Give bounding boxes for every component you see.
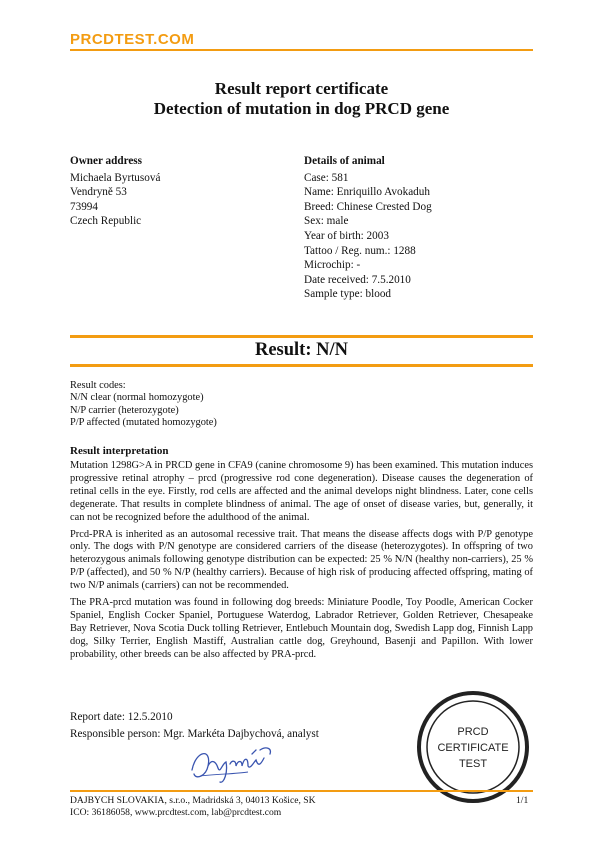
codes-heading: Result codes: — [70, 380, 126, 391]
responsible-person: Responsible person: Mgr. Markéta Dajbychová, analyst — [70, 728, 319, 740]
footer-contact: ICO: 36186058, www.prcdtest.com, lab@prcdtest.com — [70, 807, 282, 818]
result-codes — [70, 380, 370, 430]
result-interpretation — [70, 445, 533, 666]
header-divider — [70, 49, 533, 51]
result-value: Result: N/N — [254, 340, 348, 360]
interpretation-paragraph: Prcd-PRA is inherited as an autosomal recessive trait. That means the disease affects dogs with P/P genotype only. The dogs with P/N genotype are considered carriers of the disease (heterozygotes). In offspring of two heterozygous animals following genotype distribution can be expected: 25 % N/N (healthy non-carriers), 25 % P/P (affected), and 50 % N/P (healthy carriers). Because of high risk of producing affected offspring, mating of two N/P animals (carriers) can not be recommended. — [70, 528, 533, 592]
page-number: 1/1 — [516, 795, 529, 806]
certificate-stamp — [416, 690, 530, 804]
report-date: Report date: 12.5.2010 — [70, 711, 173, 723]
animal-tattoo: Tattoo / Reg. num.: 1288 — [304, 244, 416, 257]
animal-heading: Details of animal — [304, 155, 385, 167]
animal-breed: Breed: Chinese Crested Dog — [304, 200, 432, 213]
owner-street: Vendryně 53 — [70, 186, 127, 199]
certificate-subtitle: Detection of mutation in dog PRCD gene — [153, 99, 450, 118]
result-top-rule — [70, 335, 533, 338]
brand-logo: PRCDTEST.COM — [70, 31, 195, 48]
animal-case: Case: 581 — [304, 171, 349, 184]
interpretation-paragraph: Mutation 1298G>A in PRCD gene in CFA9 (canine chromosome 9) has been examined. This mutation induces progressive retinal atrophy – prcd (progressive rod cone degeneration). Disease causes the degeneration of retinal cells in the eye. Firstly, rod cells are affected and the animal develops night blindness. Later, cone cells degenerate. That results in complete blindness of animal. The age of onset of disease varies, but, generally, it can not be recognized before the adulthood of the animal. — [70, 460, 533, 523]
interpretation-heading: Result interpretation — [70, 445, 169, 457]
animal-birth-year: Year of birth: 2003 — [304, 229, 389, 242]
owner-heading: Owner address — [70, 155, 143, 167]
code-np: N/P carrier (heterozygote) — [70, 404, 179, 416]
footer-divider — [70, 790, 533, 792]
animal-microchip: Microchip: - — [304, 259, 361, 272]
animal-sample-type: Sample type: blood — [304, 288, 392, 301]
result-bottom-rule — [70, 364, 533, 367]
animal-date-received: Date received: 7.5.2010 — [304, 273, 411, 286]
code-nn: N/N clear (normal homozygote) — [70, 392, 204, 404]
owner-country: Czech Republic — [70, 215, 142, 228]
animal-name: Name: Enriquillo Avokaduh — [304, 186, 430, 199]
code-pp: P/P affected (mutated homozygote) — [70, 417, 217, 429]
stamp-line-1: PRCD — [457, 726, 489, 738]
footer-address: DAJBYCH SLOVAKIA, s.r.o., Madridská 3, 04013 Košice, SK — [70, 795, 316, 806]
certificate-title: Result report certificate — [214, 79, 389, 98]
animal-section — [304, 154, 534, 302]
stamp-line-2: CERTIFICATE — [437, 742, 509, 754]
owner-section — [70, 154, 290, 229]
interpretation-paragraph: The PRA-prcd mutation was found in following dog breeds: Miniature Poodle, Toy Poodle, American Cocker Spaniel, English Cocker Spaniel, Portuguese Waterdog, Labrador Retriever, Golden Retriever, Chesapeake Bay Retriever, Nova Scotia Duck tolling Retriever, Entlebuch Mountain dog, Swedish Lapp dog, Finnish Lapp dog, Silky Terrier, English Mastiff, Australian cattle dog, Greyhound, Basenji and Papillon. With lower probability, other breeds can be also affected by PRA-prcd. — [70, 597, 533, 660]
handwritten-signature — [186, 740, 276, 786]
owner-zip: 73994 — [70, 200, 98, 213]
stamp-line-3: TEST — [458, 758, 488, 770]
animal-sex: Sex: male — [304, 215, 349, 228]
owner-name: Michaela Byrtusová — [70, 171, 161, 184]
